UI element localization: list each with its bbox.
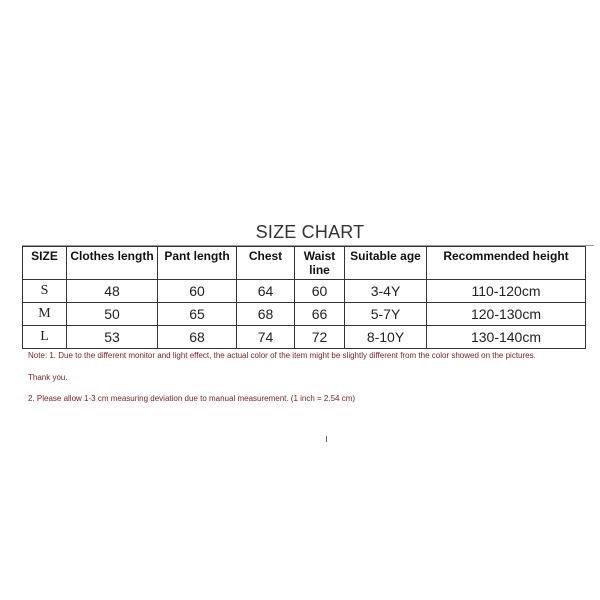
header-suitable-age: Suitable age [345, 247, 427, 280]
cell-recommended-height: 130-140cm [427, 326, 586, 349]
cell-waist-line: 60 [295, 280, 345, 303]
table-header-row [23, 247, 586, 280]
cell-clothes-length: 53 [67, 326, 158, 349]
cell-pant-length: 60 [158, 280, 237, 303]
table-row [23, 326, 586, 349]
cell-waist-line: 66 [295, 303, 345, 326]
header-recommended-height: Recommended height [427, 247, 586, 280]
cell-size: M [23, 303, 67, 326]
note-color-difference: Note: 1. Due to the different monitor and light effect, the actual color of the item might be slightly different from the color showed on the pictures. [28, 351, 536, 360]
cell-size: L [23, 326, 67, 349]
cell-size: S [23, 280, 67, 303]
header-pant-length: Pant length [158, 247, 237, 280]
cell-pant-length: 68 [158, 326, 237, 349]
header-size: SIZE [23, 247, 67, 280]
header-clothes-length: Clothes length [67, 247, 158, 280]
table-row [23, 303, 586, 326]
cell-suitable-age: 8-10Y [345, 326, 427, 349]
note-measurement-deviation: 2. Please allow 1-3 cm measuring deviation due to manual measurement. (1 inch = 2.54 cm) [28, 394, 356, 403]
cell-pant-length: 65 [158, 303, 237, 326]
stray-mark [326, 436, 327, 442]
header-chest: Chest [237, 247, 295, 280]
cell-suitable-age: 5-7Y [345, 303, 427, 326]
cell-suitable-age: 3-4Y [345, 280, 427, 303]
cell-recommended-height: 110-120cm [427, 280, 586, 303]
cell-chest: 74 [237, 326, 295, 349]
header-waist-line: Waist line [295, 247, 345, 280]
size-chart-title: SIZE CHART [255, 222, 365, 242]
table-row [23, 280, 586, 303]
cell-chest: 68 [237, 303, 295, 326]
size-table [22, 246, 586, 349]
cell-recommended-height: 120-130cm [427, 303, 586, 326]
cell-clothes-length: 50 [67, 303, 158, 326]
note-thank-you: Thank you. [28, 373, 68, 382]
cell-chest: 64 [237, 280, 295, 303]
cell-waist-line: 72 [295, 326, 345, 349]
cell-clothes-length: 48 [67, 280, 158, 303]
